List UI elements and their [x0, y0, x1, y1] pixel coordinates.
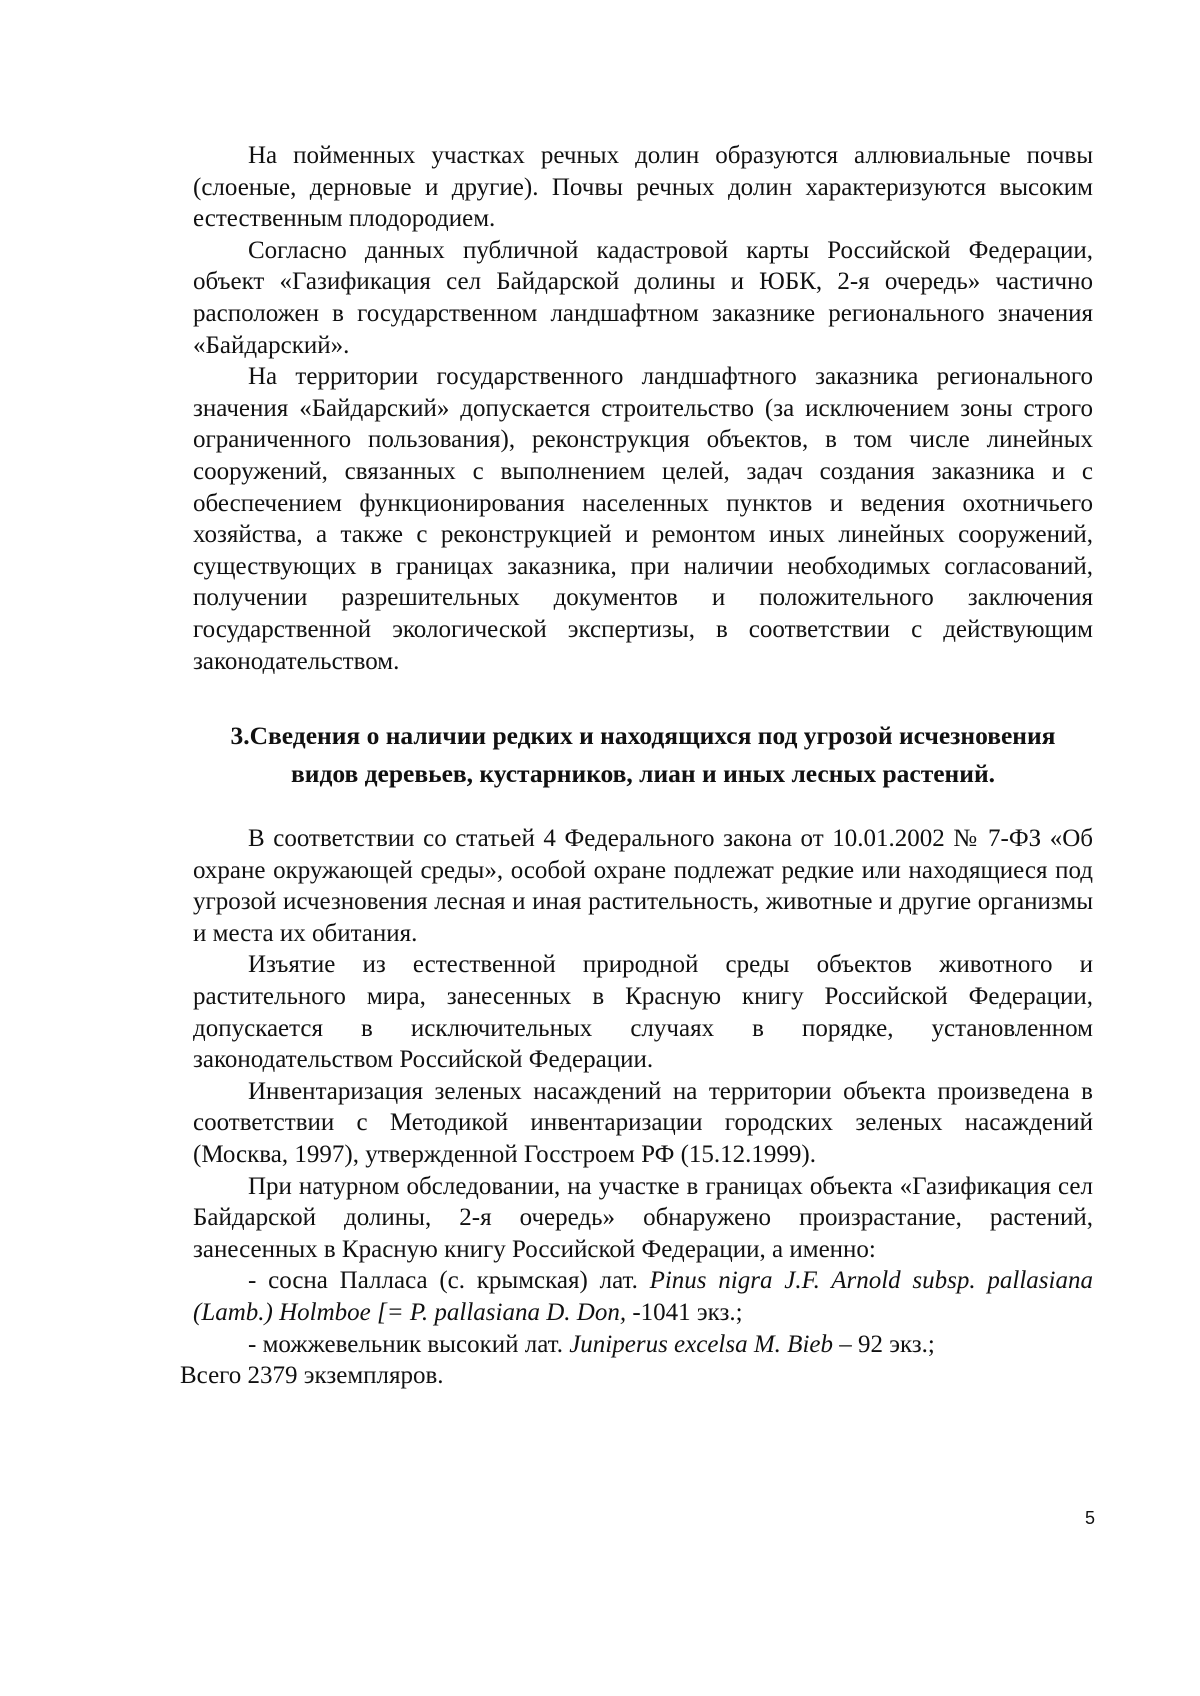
paragraph-reserve-construction: На территории государственного ландшафтного заказника регионального значения «Байдарский» допускается строительство (за исключением зоны строго ограниченного пользования), реконструкция объектов, в том числе линейных сооружений, связанных с выполнением целей, задач создания заказника и с обеспечением функционирования населенных пунктов и ведения охотничьего хозяйства, а также с реконструкцией и ремонтом иных линейных сооружений, существующих в границах заказника, при наличии необходимых согласований, получении разрешительных документов и положительного заключения государственной экологической экспертизы, в соответствии с действующим законодательством.: [193, 363, 1093, 675]
species-item-pinus: [193, 1265, 1093, 1328]
species-juniperus-latin: Juniperus excelsa M. Bieb –: [569, 1330, 852, 1358]
species-pinus-latin: Pinus nigra J.F. Arnold subsp. pallasiana (Lamb.) Holmboe [= P. pallasiana D. Don,: [193, 1267, 1093, 1326]
section-heading-line-2: видов деревьев, кустарников, лиан и иных лесных растений.: [290, 759, 996, 789]
species-pinus-prefix: - сосна Палласа (с. крымская) лат.: [248, 1267, 650, 1295]
section-heading: [193, 717, 1093, 793]
species-juniperus-count: 92 экз.;: [851, 1330, 935, 1358]
paragraph-federal-law: В соответствии со статьей 4 Федерального закона от 10.01.2002 № 7-ФЗ «Об охране окружающей среды», особой охране подлежат редкие или находящиеся под угрозой исчезновения лесная и иная растительность, животные и другие организмы и места их обитания.: [193, 825, 1093, 947]
species-juniperus-prefix: - можжевельник высокий лат.: [248, 1330, 570, 1358]
species-item-juniperus: [193, 1329, 1093, 1361]
document-body: [180, 140, 1093, 1392]
paragraph-cadastral-map: Согласно данных публичной кадастровой карты Российской Федерации, объект «Газификация сел Байдарской долины и ЮБК, 2-я очередь» частично расположен в государственном ландшафтном заказнике регионального значения «Байдарский».: [193, 236, 1093, 359]
paragraph-inventory: Инвентаризация зеленых насаждений на территории объекта произведена в соответствии с Методикой инвентаризации городских зеленых насаждений (Москва, 1997), утвержденной Госстроем РФ (15.12.1999).: [193, 1077, 1093, 1169]
paragraph-red-book-withdrawal: Изъятие из естественной природной среды объектов животного и растительного мира, занесенных в Красную книгу Российской Федерации, допускается в исключительных случаях в порядке, установленном законодательством Российской Федерации.: [193, 951, 1093, 1074]
paragraph-field-survey: При натурном обследовании, на участке в границах объекта «Газификация сел Байдарской долины, 2-я очередь» обнаружено произрастание, растений, занесенных в Красную книгу Российской Федерации, а именно:: [193, 1172, 1093, 1263]
paragraph-alluvial-soils: На пойменных участках речных долин образуются аллювиальные почвы (слоеные, дерновые и другие). Почвы речных долин характеризуются высоким естественным плодородием.: [193, 142, 1093, 233]
page-number: 5: [1084, 1508, 1095, 1528]
species-pinus-count: -1041 экз.;: [626, 1299, 743, 1326]
section-heading-line-1: 3.Сведения о наличии редких и находящихся под угрозой исчезновения: [230, 721, 1056, 751]
total-count: Всего 2379 экземпляров.: [180, 1362, 444, 1390]
